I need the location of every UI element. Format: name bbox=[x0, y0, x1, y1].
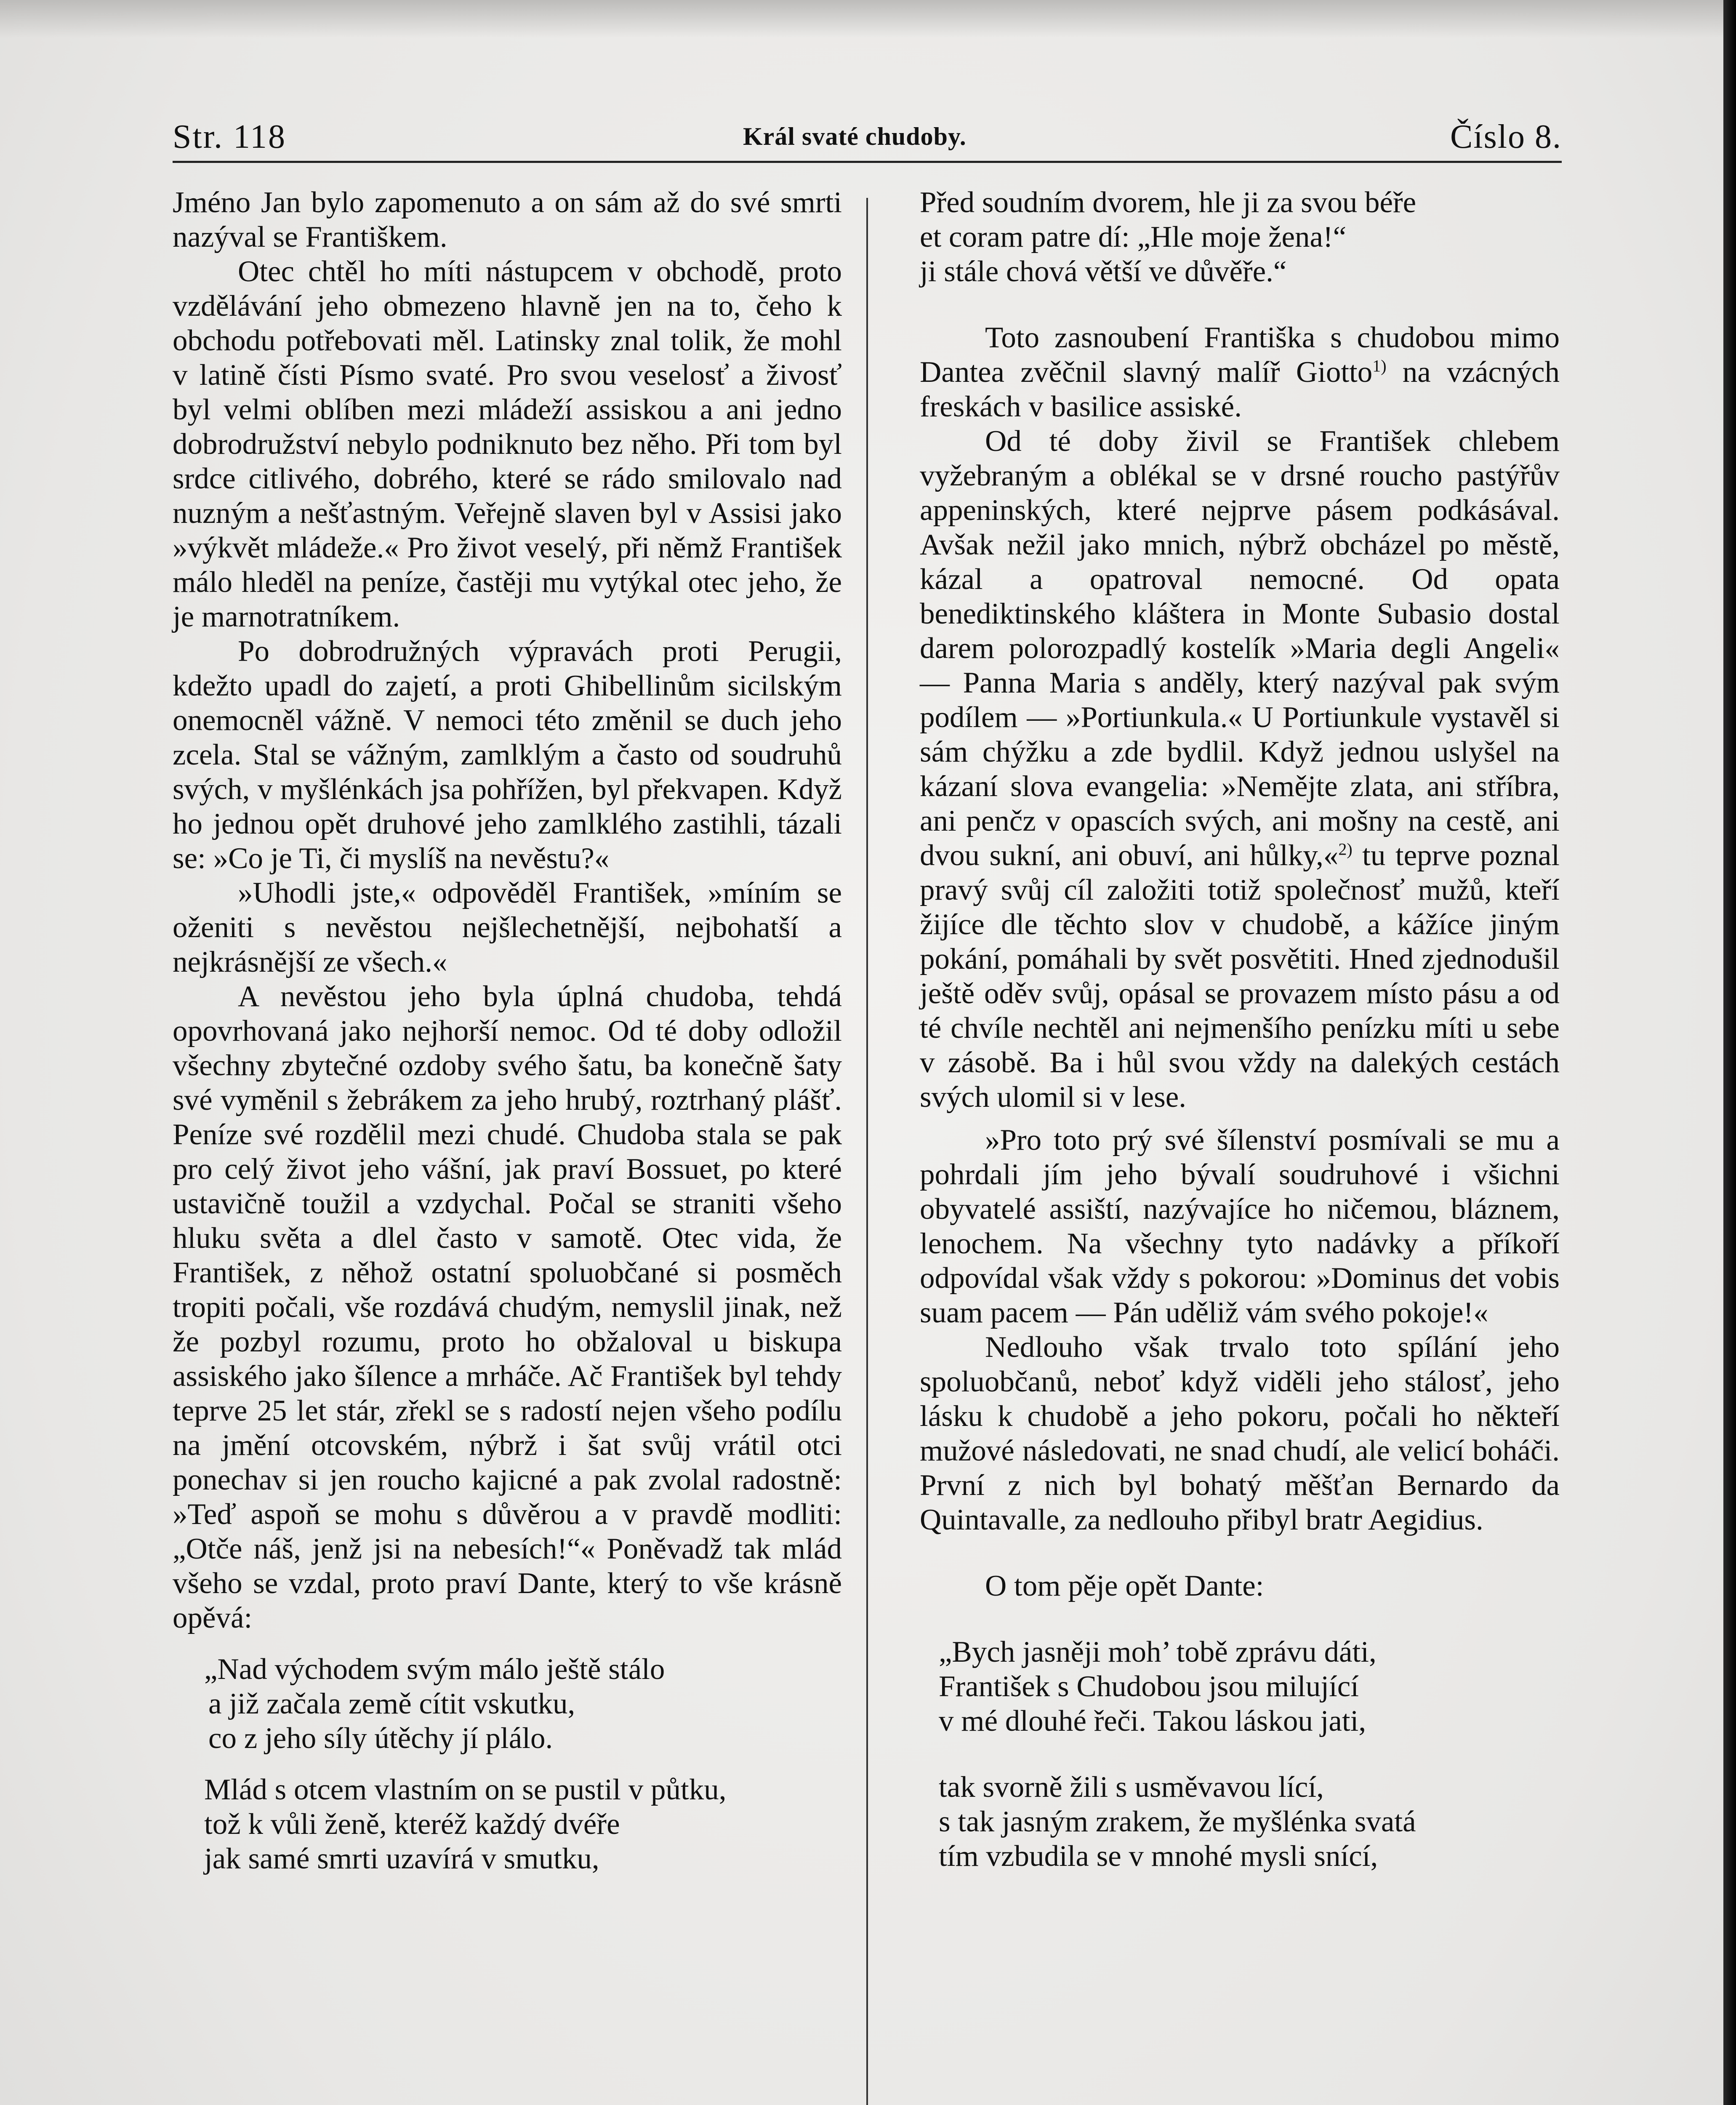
verse-line: a již začala země cítit vskutku, bbox=[208, 1687, 575, 1720]
verse-stanza bbox=[920, 1770, 1560, 1873]
page-header bbox=[173, 113, 1562, 159]
paragraph-text: Toto zasnoubení Františka s chudobou mimo Dantea zvěčnil slavný malíř Giotto bbox=[920, 321, 1560, 389]
verse-stanza bbox=[173, 1772, 842, 1876]
paragraph: O tom pěje opět Dante: bbox=[985, 1569, 1264, 1602]
paragraph-text: tu teprve poznal pravý svůj cíl založiti totiž společnosť mužů, kteří žijíce dle těchto slov v chudobě, a kážíce jiným pokání, pomáhali by svět posvětiti. Hned zjednodušil ještě oděv svůj, opásal se provazem místo pásu a od té chvíle nechtěl ani nejmenšího penízku míti u sebe v zásobě. Ba i hůl svou vždy na dalekých cestách svých ulomil si v lese. bbox=[920, 839, 1560, 1114]
paragraph bbox=[920, 424, 1560, 1114]
paragraph: A nevěstou jeho byla úplná chudoba, tehdá opovrhovaná jako nejhorší nemoc. Od té doby odložil všechny zbytečné ozdoby svého šatu, ba konečně šaty své vyměnil s žebrákem za jeho hrubý, roztrhaný plášť. Peníze své rozdělil mezi chudé. Chudoba stala se pak pro celý život jeho vášní, jak praví Bossuet, po které ustavičně toužil a vzdychal. Počal se straniti všeho hluku světa a dlel často v samotě. Otec vida, že František, z něhož ostatní spoluobčané si posměch tropiti počali, vše rozdává chudým, nemyslil jinak, než že pozbyl rozumu, proto ho obžaloval u biskupa assiského jako šílence a mrháče. Ač František byl tehdy teprve 25 let stár, zřekl se s radostí nejen všeho podílu na jmění otcovském, nýbrž i šat svůj vrátil otci ponechav si jen roucho kajicné a pak zvolal radostně: »Teď aspoň se mohu s důvěrou a v pravdě modliti: „Otče náš, jenž jsi na nebesích!“« Poněvadž tak mlád všeho se vzdal, proto praví Dante, který to vše krásně opěvá: bbox=[173, 980, 842, 1634]
header-rule bbox=[173, 161, 1562, 163]
verse-line: ji stále chová větší ve důvěře.“ bbox=[920, 255, 1287, 288]
page-number: Str. 118 bbox=[173, 118, 286, 155]
verse-line: Mlád s otcem vlastním on se pustil v půtku, bbox=[204, 1773, 727, 1806]
paragraph: Po dobrodružných výpravách proti Perugii, kdežto upadl do zajetí, a proti Ghibellinům sicilským onemocněl vážně. V nemoci této změnil se duch jeho zcela. Stal se vážným, zamlklým a často od soudruhů svých, v myšlénkách jsa pohřížen, byl překvapen. Když ho jednou opět druhové jeho zamlklého zastihli, tázali se: »Co je Ti, či myslíš na nevěstu?« bbox=[173, 635, 842, 875]
paragraph: Jméno Jan bylo zapomenuto a on sám až do své smrti nazýval se Františkem. bbox=[173, 186, 842, 253]
column-divider bbox=[866, 198, 868, 2105]
verse-line: jak samé smrti uzavírá v smutku, bbox=[204, 1842, 599, 1875]
paragraph: Nedlouho však trvalo toto spílání jeho spoluobčanů, neboť když viděli jeho stálosť, jeho lásku k chudobě a jeho pokoru, počali ho někteří mužové následovati, ne snad chudí, ale velicí boháči. První z nich byl bohatý měšťan Bernardo da Quintavalle, za nedlouho přibyl bratr Aegidius. bbox=[920, 1331, 1560, 1536]
left-column bbox=[173, 185, 842, 1876]
page-edge-shadow bbox=[1723, 0, 1736, 2105]
footnote-ref: 2) bbox=[1338, 839, 1353, 859]
right-column bbox=[920, 185, 1560, 1873]
verse-stanza bbox=[173, 1652, 842, 1756]
verse-line: tož k vůli ženě, kteréž každý dvéře bbox=[204, 1808, 620, 1841]
verse-line: „Nad východem svým málo ještě stálo bbox=[204, 1653, 665, 1686]
verse-line: co z jeho síly útěchy jí plálo. bbox=[208, 1722, 553, 1755]
verse-line: v mé dlouhé řeči. Takou láskou jati, bbox=[939, 1705, 1366, 1737]
verse-line: s tak jasným zrakem, že myšlénka svatá bbox=[939, 1805, 1416, 1838]
paragraph: Otec chtěl ho míti nástupcem v obchodě, proto vzdělávání jeho obmezeno hlavně jen na to, čeho k obchodu potřebovati měl. Latinsky znal tolik, že mohl v latině čísti Písmo svaté. Pro svou veselosť a živosť byl velmi oblíben mezi mládeží assiskou a ani jedno dobrodružství nebylo podniknuto bez něho. Při tom byl srdce citlivého, dobrého, které se rádo smilovalo nad nuzným a nešťastným. Veřejně slaven byl v Assisi jako »výkvět mládeže.« Pro život veselý, při němž František málo hleděl na peníze, častěji mu vytýkal otec jeho, že je marnotratníkem. bbox=[173, 255, 842, 633]
paragraph-text: na vzácných freskách v basilice assiské. bbox=[920, 356, 1560, 423]
issue-number: Číslo 8. bbox=[1450, 118, 1562, 155]
footnote-ref: 1) bbox=[1372, 356, 1387, 376]
verse-line: tak svorně žili s usměvavou lící, bbox=[939, 1771, 1324, 1804]
running-title: Král svaté chudoby. bbox=[743, 123, 967, 150]
paragraph bbox=[920, 320, 1560, 424]
verse-line: „Bych jasněji moh’ tobě zprávu dáti, bbox=[939, 1636, 1377, 1668]
verse-line: tím vzbudila se v mnohé mysli snící, bbox=[939, 1840, 1378, 1873]
verse-line: Před soudním dvorem, hle ji za svou béře bbox=[920, 186, 1416, 219]
paragraph: »Uhodli jste,« odpověděl František, »míním se oženiti s nevěstou nejšlechetnější, nejbohatší a nejkrásnější ze všech.« bbox=[173, 877, 842, 978]
paragraph: »Pro toto prý své šílenství posmívali se mu a pohrdali jím jeho bývalí soudruhové i všichni obyvatelé assiští, nazývajíce ho ničemou, bláznem, lenochem. Na všechny tyto nadávky a příkoří odpovídal však vždy s pokorou: »Dominus det vobis suam pacem — Pán uděliž vám svého pokoje!« bbox=[920, 1124, 1560, 1329]
paragraph-text: Od té doby živil se František chlebem vyžebraným a oblékal se v drsné roucho pastýřův appeninských, které nejprve pásem podkásával. Avšak nežil jako mnich, nýbrž obcházel po městě, kázal a opatroval nemocné. Od opata benediktinského kláštera in Monte Subasio dostal darem polorozpadlý kostelík »Maria degli Angeli« — Panna Maria s anděly, který nazýval pak svým podílem — »Portiunkula.« U Portiunkule vystavěl si sám chýžku a zde bydlil. Když jednou uslyšel na kázaní slova evangelia: »Nemějte zlata, ani stříbra, ani penčz v opascích svých, ani mošny na cestě, ani dvou sukní, ani obuví, ani hůlky,« bbox=[920, 425, 1560, 872]
top-shadow bbox=[0, 0, 1723, 38]
verse-stanza bbox=[920, 185, 1560, 289]
verse-stanza bbox=[920, 1635, 1560, 1738]
verse-line: František s Chudobou jsou milující bbox=[939, 1670, 1359, 1703]
verse-line: et coram patre dí: „Hle moje žena!“ bbox=[920, 221, 1347, 253]
